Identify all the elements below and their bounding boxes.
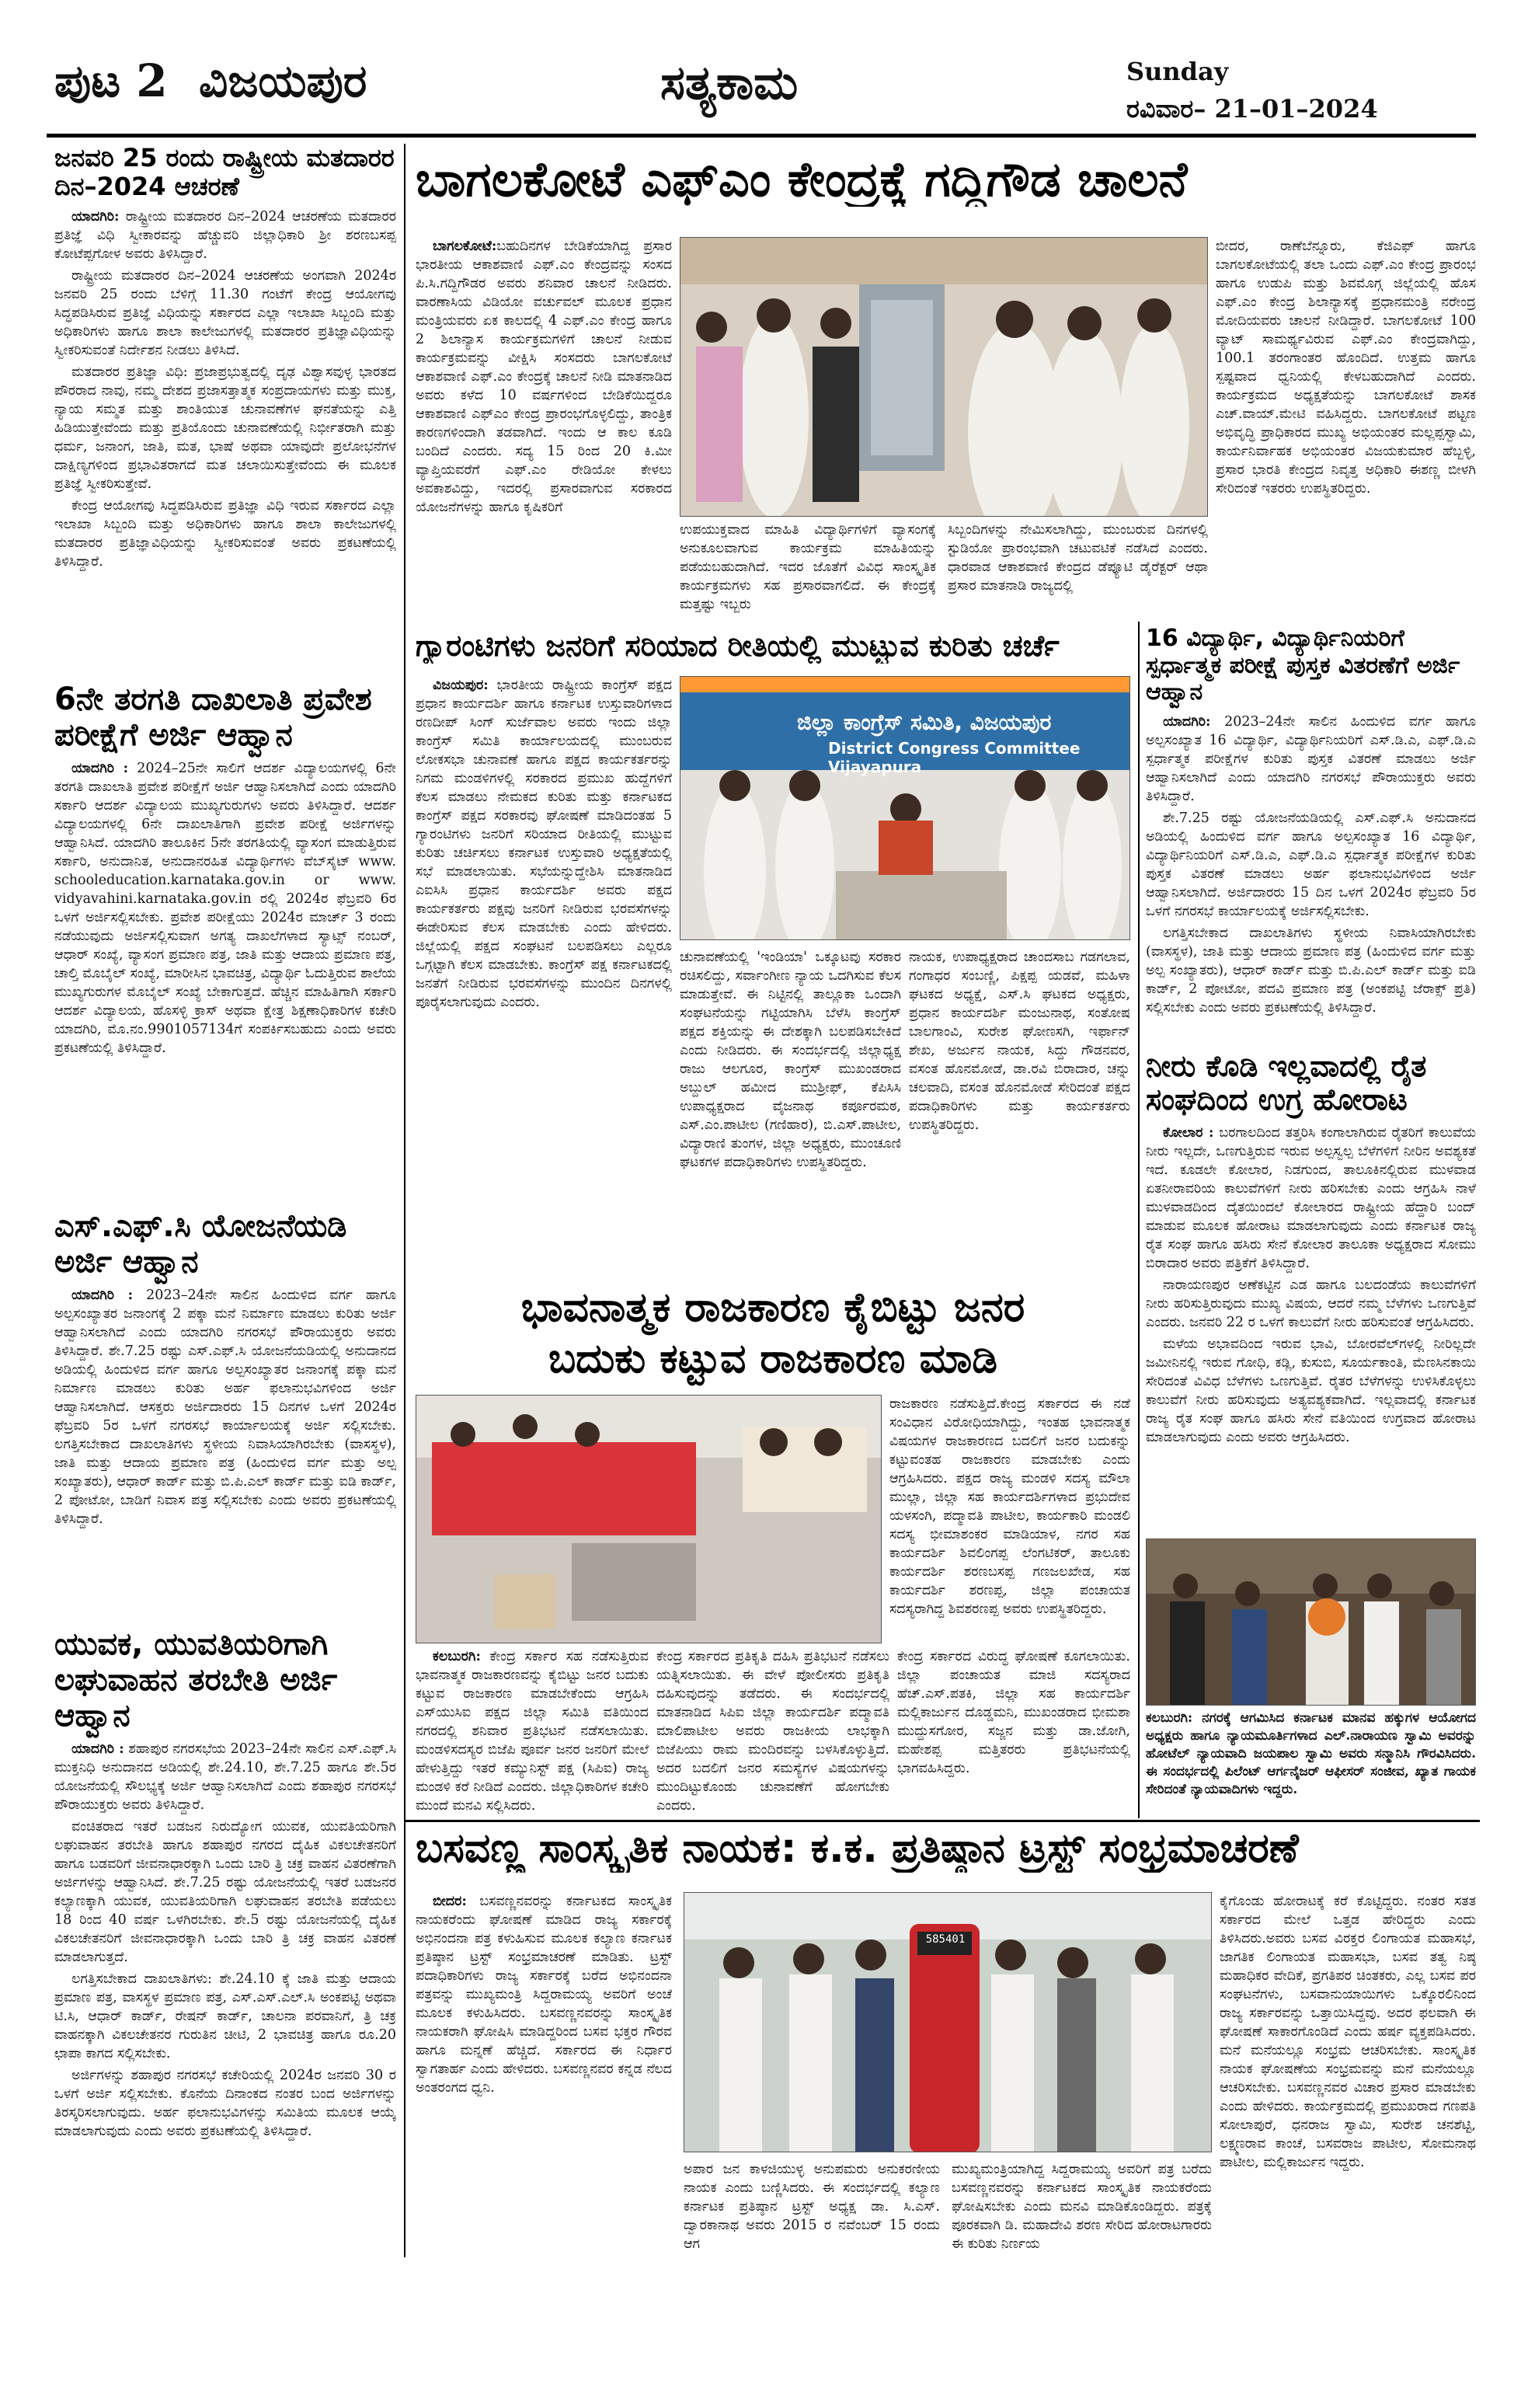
left-column [54,144,396,2408]
article-body: ಕೈಗೊಂಡು ಹೋರಾಟಕ್ಕೆ ಕರೆ ಕೊಟ್ಟಿದ್ದರು. ನಂತರ ಸತತ ಸರ್ಕಾರದ ಮೇಲೆ ಒತ್ತಡ ಹೇರಿದ್ದರು ಎಂದು ತಿಳಿಸಿದರು.ಅವರು ಬಸವ ವಿರಕ್ತರ ಲಿಂಗಾಯತ ಮಹಾಸಭೆ, ಜಾಗತಿಕ ಲಿಂಗಾಯತ ಮಹಾಸಭಾ, ಬಸವ ತತ್ವ ನಿಷ್ಠ ಮಹಾಧಿಕರ ವೇದಿಕೆ, ಪ್ರಗತಿಪರ ಚಿಂತಕರು, ಎಲ್ಲ ಬಸವ ಪರ ಸಂಘಟನೆಗಳು, ಬಸವಾನುಯಾಯಿಗಳು ಒಕ್ಕೊರಲಿನಿಂದ ರಾಜ್ಯ ಸರ್ಕಾರವನ್ನು ಒತ್ತಾಯಿಸಿದ್ದವು. ಅದರ ಫಲವಾಗಿ ಈ ಘೋಷಣೆ ಸಾಕಾರಗೊಂಡಿದೆ ಎಂದು ಹರ್ಷ ವ್ಯಕ್ತಪಡಿಸಿದರು. ಮನೆ ಮನೆಯಲ್ಲೂ ಸಂಭ್ರಮ ಆಚರಿಸಬೇಕು. ಸಾಂಸ್ಕೃತಿಕ ನಾಯಕ ಘೋಷಣೆಯ ಸಂಭ್ರಮವನ್ನು ಮನೆ ಮನೆಯಲ್ಲೂ ಆಚರಿಸಬೇಕು. ಬಸವಣ್ಣನವರ ವಿಚಾರ ಪ್ರಸಾರ ಮಾಡಬೇಕು ಎಂದು ಹೇಳಿದರು. ಕಾರ್ಯಕ್ರಮದಲ್ಲಿ ಪ್ರಮುಖರಾದ ಗಣಪತಿ ಸೋಲಾಪುರೆ, ಧನರಾಜ ಸ್ವಾಮಿ, ಸುರೇಶ ಚನಶೆಟ್ಟಿ, ಲಕ್ಷ್ಮಣರಾವ ಕಾಂಚೆ, ಬಸವರಾಜ ಪಾಟೀಲ, ಸೋಮನಾಥ ಪಾಟೀಲ, ಮಲ್ಲಿಕಾರ್ಜುನ ಇದ್ದರು. [1220,1894,1476,2170]
section-rule [404,1820,1480,1822]
article-body: ಸಿಬ್ಬಂದಿಗಳನ್ನು ನೇಮಿಸಲಾಗಿದ್ದು, ಮುಂಬರುವ ದಿನಗಳಲ್ಲಿ ಸ್ಟುಡಿಯೋ ಪ್ರಾರಂಭವಾಗಿ ಚಟುವಟಿಕೆ ನಡೆಸಿದೆ ಎಂದರು. ಧಾರವಾಡ ಆಕಾಶವಾಣಿ ಕೇಂದ್ರದ ಡೆಪ್ಯೂಟಿ ಡೈರೆಕ್ಟರ್ ಆಥಾ ಪ್ರಸಾರ ಮಾತನಾಡಿ ರಾಜ್ಯದಲ್ಲಿ [948,522,1208,594]
photo-illustration [416,1396,882,1643]
article-body: ಯಾದಗಿರಿ : 2023–24ನೇ ಸಾಲಿನ ಹಿಂದುಳಿದ ವರ್ಗ ಹಾಗೂ ಅಲ್ಪಸಂಖ್ಯಾತರ ಜನಾಂಗಕ್ಕೆ 2 ಪಕ್ಕಾ ಮನೆ ನಿರ್ಮಾಣ ಮಾಡಲು ಕುರಿತು ಅರ್ಜಿ ಆಹ್ವಾನಿಸಲಾಗಿದೆ ಎಂದು ಯಾದಗಿರಿ ನಗರಸಭೆ ಪೌರಾಯುಕ್ತರು ಅವರು ತಿಳಿಸಿದ್ದಾರೆ. ಶೇ.7.25 ರಷ್ಟು ಎಸ್.ಎಫ್.ಸಿ ಯೋಜನೆಯಡಿಯಲ್ಲಿ ಅನುದಾನದ ಅಡಿಯಲ್ಲಿ ಹಿಂದುಳಿದ ವರ್ಗ ಹಾಗೂ ಅಲ್ಪಸಂಖ್ಯಾತರ ಜನಾಂಗಕ್ಕೆ ಪಕ್ಕಾ ಮನೆ ನಿರ್ಮಾಣ ಮಾಡಲು ಕುರಿತು ಅರ್ಹ ಫಲಾನುಭವಿಗಳಿಂದ ಅರ್ಜಿ ಆಹ್ವಾನಿಸಲಾಗಿದೆ. ಆಸಕ್ತರು ಅರ್ಜಿದಾರರು 15 ದಿನಗಳ ಒಳಗೆ 2024ರ ಫೆಬ್ರವರಿ 5ರ ಒಳಗೆ ನಗರಸಭೆ ಕಾರ್ಯಾಲಯಕ್ಕೆ ಅರ್ಜಿ ಸಲ್ಲಿಸಬೇಕು. ಲಗತ್ತಿಸಬೇಕಾದ ದಾಖಲಾತಿಗಳು ಸ್ಥಳೀಯ ನಿವಾಸಿಯಾಗಿರಬೇಕು (ವಾಸಸ್ಥಳ), ಜಾತಿ ಮತ್ತು ಆದಾಯ ಪ್ರಮಾಣ ಪತ್ರ (ಹಿಂದುಳಿದ ವರ್ಗ ಮತ್ತು ಅಲ್ಪ ಸಂಖ್ಯಾತರು), ಆಧಾರ್ ಕಾರ್ಡ್ ಮತ್ತು ಬಿ.ಪಿ.ಎಲ್ ಕಾರ್ಡ್ ಮತ್ತು ಐಡಿ ಕಾರ್ಡ್, 2 ಪೋಟೋ, ಬಾಡಿಗೆ ನಿವಾಸ ಪತ್ರ ಸಲ್ಲಿಸಬೇಕು ಎಂದು ಅವರು ಪ್ರಕಟಣೆಯಲ್ಲಿ ತಿಳಿಸಿದ್ದಾರೆ. [54,1287,396,1527]
dateline: ಕಲಬುರಗಿ: [433,1649,481,1664]
dateline: ಬೀದರ: [433,1894,467,1909]
protest-photo [416,1395,882,1643]
dateline: ಯಾದಗಿರಿ : [71,1741,124,1757]
photo-illustration [680,238,1208,517]
banner-text: ಜಿಲ್ಲಾ ಕಾಂಗ್ರೆಸ್ ಸಮಿತಿ, ವಿಜಯಪುರ [797,709,1052,735]
article-title: ಜನವರಿ 25 ರಂದು ರಾಷ್ಟ್ರೀಯ ಮತದಾರರ ದಿನ–2024 ಆಚರಣೆ [54,143,395,201]
fm-inauguration-photo [680,237,1208,517]
article-body: ಕೇಂದ್ರ ಸರ್ಕಾರದ ಪ್ರತಿಕೃತಿ ದಹಿಸಿ ಪ್ರತಿಭಟನೆ ನಡೆಸಲು ಯತ್ನಿಸಲಾಯಿತು. ಈ ವೇಳೆ ಪೋಲೀಸರು ಪ್ರತಿಕೃತಿ ದಹಿಸುವುದನ್ನು ತಡೆದರು. ಈ ಸಂದರ್ಭದಲ್ಲಿ ಮಾತನಾಡಿದ ಸಿಪಿಐ ಜಿಲ್ಲಾ ಕಾರ್ಯದರ್ಶಿ ಪದ್ಮಾವತಿ ಮಾಲಿಪಾಟೀಲ ಅವರು ರಾಜಕೀಯ ಲಾಭಕ್ಕಾಗಿ ಬಿಜೆಪಿಯು ರಾಮ ಮಂದಿರವನ್ನು ಬಳಸಿಕೊಳ್ಳುತ್ತಿದೆ. ಅದರ ಬದಲಿಗೆ ಜನರ ಸಮಸ್ಯೆಗಳ ವಿಷಯಗಳನ್ನು ಮುಂದಿಟ್ಟುಕೊಂಡು ಚುನಾವಣೆಗೆ ಹೋಗಬೇಕು ಎಂದರು. [656,1649,889,1814]
felicitation-photo [1146,1539,1476,1706]
newspaper-name: ಸತ್ಯಕಾಮ [660,56,799,110]
dateline: ಯಾದಗಿರಿ: [71,208,120,225]
article-title: ಯುವಕ, ಯುವತಿಯರಿಗಾಗಿ ಲಘುವಾಹನ ತರಬೇತಿ ಅರ್ಜಿ ಆಹ್ವಾನ [54,1626,338,1734]
page-label: ಪುಟ 2 ವಿಜಯಪುರ [54,54,367,107]
lead-headline: ಬಾಗಲಕೋಟೆ ಎಫ್‌ಎಂ ಕೇಂದ್ರಕ್ಕೆ ಗದ್ದಿಗೌಡ ಚಾಲನೆ [416,152,1188,207]
article-body: ಬೀದರ, ರಾಣೆಬೆನ್ನೂರು, ಕೆಜಿಎಫ್ ಹಾಗೂ ಬಾಗಲಕೋಟೆಯಲ್ಲಿ ತಲಾ ಒಂದು ಎಫ್.ಎಂ ಕೇಂದ್ರ ಪ್ರಾರಂಭ ಹಾಗೂ ಉಡುಪಿ ಮತ್ತು ಶಿವಮೊಗ್ಗ ಜಿಲ್ಲೆಯಲ್ಲಿ ಹೊಸ ಎಫ್.ಎಂ ಕೇಂದ್ರ ಶಿಲಾನ್ಯಾಸಕ್ಕೆ ಪ್ರಧಾನಮಂತ್ರಿ ನರೇಂದ್ರ ಮೋದಿಯವರು ಚಾಲನೆ ನೀಡಿದ್ದಾರೆ. ಬಾಗಲಕೋಟೆ 100 ವ್ಯಾಟ್ ಸಾಮರ್ಥ್ಯವಿರುವ ಎಫ್.ಎಂ ಕೇಂದ್ರವಾಗಿದ್ದು, 100.1 ತರಂಗಾಂತರ ಹೊಂದಿದೆ. ಉತ್ತಮ ಹಾಗೂ ಸ್ಪಷ್ಟವಾದ ಧ್ವನಿಯಲ್ಲಿ ಕೇಳಬಹುದಾಗಿದೆ ಎಂದರು. ಕಾರ್ಯಕ್ರಮದ ಅಧ್ಯಕ್ಷತೆಯನ್ನು ಬಾಗಲಕೋಟೆ ಶಾಸಕ ಎಚ್.ವಾಯ್.ಮೇಟಿ ವಹಿಸಿದ್ದರು. ಬಾಗಲಕೋಟೆ ಪಟ್ಟಣ ಅಭಿವೃದ್ಧಿ ಪ್ರಾಧಿಕಾರದ ಮುಖ್ಯ ಅಭಿಯಂತರ ಮಲ್ಲಪ್ಪಸ್ವಾಮಿ, ಕಾರ್ಯನಿರ್ವಾಹಕ ಅಭಿಯಂತರ ವಿಜಯಕುಮಾರ ಹೆಬ್ಬಳ್ಳಿ, ಪ್ರಸಾರ ಭಾರತಿ ಕೇಂದ್ರದ ನಿವೃತ್ತ ಅಧಿಕಾರಿ ಈಶಣ್ಣ ಬೀಳಗಿ ಸೇರಿದಂತೆ ಇತರರು ಉಪಸ್ಥಿತರಿದ್ದರು. [1216,239,1476,497]
article-body: ಯಾದಗಿರಿ: ರಾಷ್ಟ್ರೀಯ ಮತದಾರರ ದಿನ–2024 ಆಚರಣೆಯ ಮತದಾರರ ಪ್ರತಿಜ್ಞೆ ವಿಧಿ ಸ್ವೀಕಾರವನ್ನು ಹೆಚ್ಚುವರಿ ಜಿಲ್ಲಾಧಿಕಾರಿ ಶ್ರೀ ಶರಣಬಸಪ್ಪ ಕೋಟೆಪ್ಪಗೋಳ ಅವರು ತಿಳಿಸಿದ್ದಾರೆ. ರಾಷ್ಟ್ರೀಯ ಮತದಾರರ ದಿನ–2024 ಆಚರಣೆಯ ಅಂಗವಾಗಿ 2024ರ ಜನವರಿ 25 ರಂದು ಬೆಳಿಗ್ಗೆ 11.30 ಗಂಟೆಗೆ ಕೇಂದ್ರ ಆಯೋಗವು ಸಿದ್ಧಪಡಿಸಿರುವ ಪ್ರತಿಜ್ಞೆ ವಿಧಿಯನ್ನು ಸರ್ಕಾರದ ಎಲ್ಲಾ ಇಲಾಖಾ ಸಿಬ್ಬಂದಿ ಮತ್ತು ಅಧಿಕಾರಿಗಳು ಹಾಗೂ ಶಾಲಾ ಕಾಲೇಜುಗಳಲ್ಲಿ ಮತದಾರರ ಪ್ರತಿಜ್ಞಾವಿಧಿಯನ್ನು ಸ್ವೀಕರಿಸುವಂತೆ ನಿರ್ದೇಶನ ನೀಡಲು ತಿಳಿಸಿದೆ. ಮತದಾರರ ಪ್ರತಿಜ್ಞಾ ವಿಧಿ: ಪ್ರಜಾಪ್ರಭುತ್ವದಲ್ಲಿ ದೃಢ ವಿಶ್ವಾಸವುಳ್ಳ ಭಾರತದ ಪೌರರಾದ ನಾವು, ನಮ್ಮ ದೇಶದ ಪ್ರಜಾಸತ್ತಾತ್ಮಕ ಸಂಪ್ರದಾಯಗಳು ಮತ್ತು ಮುಕ್ತ, ನ್ಯಾಯ ಸಮ್ಮತ ಮತ್ತು ಶಾಂತಿಯುತ ಚುನಾವಣೆಗಳ ಘನತೆಯನ್ನು ಎತ್ತಿ ಹಿಡಿಯುತ್ತೇವೆಂದು ಮತ್ತು ಪ್ರತಿಯೊಂದು ಚುನಾವಣೆಯಲ್ಲಿ ನಿರ್ಭೀತರಾಗಿ ಮತ್ತು ಧರ್ಮ, ಜನಾಂಗ, ಜಾತಿ, ಮತ, ಭಾಷೆ ಅಥವಾ ಯಾವುದೇ ಪ್ರಲೋಭನೆಗಳ ದಾಕ್ಷಿಣ್ಯಗಳಿಂದ ಪ್ರಭಾವಿತರಾಗದೆ ಮತ ಚಲಾಯಿಸುತ್ತೇವೆಂದು ಈ ಮೂಲಕ ಪ್ರತಿಜ್ಞೆ ಸ್ವೀಕರಿಸುತ್ತೇವೆ. ಕೇಂದ್ರ ಆಯೋಗವು ಸಿದ್ಧಪಡಿಸಿರುವ ಪ್ರತಿಜ್ಞಾ ವಿಧಿ ಇರುವ ಸರ್ಕಾರದ ಎಲ್ಲಾ ಇಲಾಖಾ ಸಿಬ್ಬಂದಿ ಮತ್ತು ಅಧಿಕಾರಿಗಳು ಹಾಗೂ ಶಾಲಾ ಕಾಲೇಜುಗಳಲ್ಲಿ ಮತದಾರರ ಪ್ರತಿಜ್ಞಾವಿಧಿಯನ್ನು ಸ್ವೀಕರಿಸುವಂತೆ ಅವರು ಪ್ರಕಟಣೆಯಲ್ಲಿ ತಿಳಿಸಿದ್ದಾರೆ. [54,208,396,570]
dateline: ಯಾದಗಿರಿ : [71,760,129,776]
photo-illustration [1147,1539,1476,1706]
article-body: ಯಾದಗಿರಿ: 2023–24ನೇ ಸಾಲಿನ ಹಿಂದುಳಿದ ವರ್ಗ ಹಾಗೂ ಅಲ್ಪಸಂಖ್ಯಾತ 16 ವಿದ್ಯಾರ್ಥಿ, ವಿದ್ಯಾರ್ಥಿನಿಯರಿಗೆ ಎಸ್.ಡಿ.ಎ, ಎಫ್.ಡಿ.ಎ ಸ್ಪರ್ಧಾತ್ಮಕ ಪರೀಕ್ಷೆಗಳ ಕುರಿತು ಪುಸ್ತಕ ವಿತರಣೆ ಮಾಡಲು ಅರ್ಜಿ ಆಹ್ವಾನಿಸಲಾಗಿದೆ ಎಂದು ಯಾದಗಿರಿ ನಗರಸಭೆ ಪೌರಾಯುಕ್ತರು ಅವರು ತಿಳಿಸಿದ್ದಾರೆ. ಶೇ.7.25 ರಷ್ಟು ಯೋಜನೆಯಡಿಯಲ್ಲಿ ಎಸ್.ಎಫ್.ಸಿ ಅನುದಾನದ ಅಡಿಯಲ್ಲಿ ಹಿಂದುಳಿದ ವರ್ಗ ಹಾಗೂ ಅಲ್ಪಸಂಖ್ಯಾತ 16 ವಿದ್ಯಾರ್ಥಿ, ವಿದ್ಯಾರ್ಥಿನಿಯರಿಗೆ ಎಸ್.ಡಿ.ಎ, ಎಫ್.ಡಿ.ಎ ಸ್ಪರ್ಧಾತ್ಮಕ ಪರೀಕ್ಷೆಗಳ ಕುರಿತು ಪುಸ್ತಕ ವಿತರಣೆ ಮಾಡಲು ಅರ್ಹ ಫಲಾನುಭವಿಗಳಿಂದ ಅರ್ಜಿ ಆಹ್ವಾನಿಸಲಾಗಿದೆ. ಅರ್ಜಿದಾರರು 15 ದಿನ ಒಳಗೆ 2024ರ ಫೆಬ್ರವರಿ 5ರ ಒಳಗೆ ನಗರಸಭೆ ಕಾರ್ಯಾಲಯಕ್ಕೆ ಅರ್ಜಿಸಲ್ಲಿಸಬೇಕು. ಲಗತ್ತಿಸಬೇಕಾದ ದಾಖಲಾತಿಗಳು ಸ್ಥಳೀಯ ನಿವಾಸಿಯಾಗಿರಬೇಕು (ವಾಸಸ್ಥಳ), ಜಾತಿ ಮತ್ತು ಆದಾಯ ಪ್ರಮಾಣ ಪತ್ರ (ಹಿಂದುಳಿದ ವರ್ಗ ಮತ್ತು ಅಲ್ಪ ಸಂಖ್ಯಾತರು), ಆಧಾರ್ ಕಾರ್ಡ್ ಮತ್ತು ಬಿ.ಪಿ.ಎಲ್ ಕಾರ್ಡ್ ಮತ್ತು ಐಡಿ ಕಾರ್ಡ್, 2 ಪೋಟೋ, ಪದವಿ ಪ್ರಮಾಣ ಪತ್ರ (ಅಂಕಪಟ್ಟಿ ಜೆರಾಕ್ಸ್ ಪ್ರತಿ) ಸಲ್ಲಿಸಬೇಕು ಎಂದು ಅವರು ಪ್ರಕಟಣೆಯಲ್ಲಿ ತಿಳಿಸಿದ್ದಾರೆ. [1146,713,1476,1016]
postbox-number: 585401 [925,1933,966,1946]
article-body: ಯಾದಗಿರಿ : 2024–25ನೇ ಸಾಲಿಗೆ ಆದರ್ಶ ವಿದ್ಯಾಲಯಗಳಲ್ಲಿ 6ನೇ ತರಗತಿ ದಾಖಲಾತಿ ಪ್ರವೇಶ ಪರೀಕ್ಷೆಗೆ ಅರ್ಜಿ ಆಹ್ವಾನಿಸಲಾಗಿದೆ ಎಂದು ಯಾದಗಿರಿ ಸರ್ಕಾರಿ ಆದರ್ಶ ವಿದ್ಯಾಲಯ ಮುಖ್ಯಗುರುಗಳು ಅವರು ತಿಳಿಸಿದ್ದಾರೆ. ಆದರ್ಶ ವಿದ್ಯಾಲಯಗಳಲ್ಲಿ 6ನೇ ದಾಖಲಾತಿಗಾಗಿ ಪ್ರವೇಶ ಪರೀಕ್ಷೆ ಅರ್ಜಿಗಳನ್ನು ಆಹ್ವಾನಿಸಿದೆ. ಯಾದಗಿರಿ ತಾಲೂಕಿನ 5ನೇ ತರಗತಿಯಲ್ಲಿ ವ್ಯಾಸಂಗ ಮಾಡುತ್ತಿರುವ ಸರ್ಕಾರಿ, ಅನುದಾನಿತ, ಅನುದಾನರಹಿತ ವಿದ್ಯಾರ್ಥಿಗಳು ವೆಬ್‌ಸೈಟ್ www. schooleducation.karnataka.gov.in or www. vidyavahini.karnataka.gov.in ರಲ್ಲಿ 2024ರ ಫೆಬ್ರವರಿ 6ರ ಒಳಗೆ ಅರ್ಜಿಸಲ್ಲಿಸಬೇಕು. ಪ್ರವೇಶ ಪರೀಕ್ಷೆಯು 2024ರ ಮಾರ್ಚ್ 3 ರಂದು ನಡೆಯುವುದು ಅರ್ಜಿಸಲ್ಲಿಸುವಾಗ ಅಗತ್ಯ ದಾಖಲೆಗಳಾದ ಸ್ಯಾಟ್ಸ್ ನಂಬರ್, ಆಧಾರ್ ಸಂಖ್ಯೆ, ವ್ಯಾಸಂಗ ಪ್ರಮಾಣ ಪತ್ರ, ಜಾತಿ ಮತ್ತು ಆದಾಯ ಪ್ರಮಾಣ ಪತ್ರ, ಚಾಲ್ತಿ ಮೊಬೈಲ್ ಸಂಖ್ಯೆ, ಮಾರೀಸಿನ ಭಾವಚಿತ್ರ, ವಿದ್ಯಾರ್ಥಿ ಓದುತ್ತಿರುವ ಶಾಲೆಯ ಮುಖ್ಯಗುರುಗಳ ಮೊಬೈಲ್ ಸಂಖ್ಯೆ ಬೇಕಾಗುತ್ತದೆ. ಹೆಚ್ಚಿನ ಮಾಹಿತಿಗಾಗಿ ಸರ್ಕಾರಿ ಆದರ್ಶ ವಿದ್ಯಾಲಯ, ಹೊಸಳ್ಳಿ ಕ್ರಾಸ್ ಅಥವಾ ಕ್ಷೇತ್ರ ಶಿಕ್ಷಣಾಧಿಕಾರಿಗಳ ಕಚೇರಿ ಯಾದಗಿರಿ, ಮೊ.ನಂ.9901057134ಗೆ ಸಂಪರ್ಕಿಸಬಹುದು ಎಂದು ಅವರು ಪ್ರಕಟಣೆಯಲ್ಲಿ ತಿಳಿಸಿದ್ದಾರೆ. [54,760,396,1056]
masthead-rule [47,134,1476,138]
right-column [1146,626,1476,1528]
issue-date [1126,53,1378,127]
article-title: ಗ್ಯಾರಂಟಿಗಳು ಜನರಿಗೆ ಸರಿಯಾದ ರೀತಿಯಲ್ಲಿ ಮುಟ್ಟುವ ಕುರಿತು ಚರ್ಚೆ [416,629,1060,663]
article-body: ರಾಜಕಾರಣ ನಡೆಸುತ್ತಿದೆ.ಕೇಂದ್ರ ಸರ್ಕಾರದ ಈ ನಡೆ ಸಂವಿಧಾನ ವಿರೋಧಿಯಾಗಿದ್ದು, ಇಂತಹ ಭಾವನಾತ್ಮಕ ವಿಷಯಗಳ ರಾಜಕಾರಣದ ಬದಲಿಗೆ ಜನರ ಬದುಕನ್ನು ಕಟ್ಟುವಂತಹ ರಾಜಕಾರಣ ಮಾಡಬೇಕು ಎಂದು ಆಗ್ರಹಿಸಿದರು. ಪಕ್ಷದ ರಾಜ್ಯ ಮಂಡಳಿ ಸದಸ್ಯ ಮೌಲಾ ಮುಲ್ಲಾ, ಜಿಲ್ಲಾ ಸಹ ಕಾರ್ಯದರ್ಶಿಗಳಾದ ಪ್ರಭುದೇವ ಯಳಸಂಗಿ, ಪದ್ಮಾವತಿ ಪಾಟೀಲ, ಕಾರ್ಯಕಾರಿ ಮಂಡಲಿ ಸದಸ್ಯ ಭೀಮಾಶಂಕರ ಮಾಡಿಯಾಳ, ನಗರ ಸಹ ಕಾರ್ಯದರ್ಶಿ ಶಿವಲಿಂಗಪ್ಪ ಲೆಂಗಟಿಕರ್, ತಾಲೂಕು ಕಾರ್ಯದರ್ಶಿ ಶರಣಬಸಪ್ಪ ಗಣಜಲಖೇಡ, ಸಹ ಕಾರ್ಯದರ್ಶಿ ಶರಣಪ್ಪ, ಜಿಲ್ಲಾ ಪಂಚಾಯತ ಸದಸ್ಯರಾಗಿದ್ದ ಶಿವಶರಣಪ್ಪ ಅವರು ಉಪಸ್ಥಿತರಿದ್ದರು. [889,1396,1130,1617]
column-divider [404,144,405,2257]
article-body: ಚುನಾವಣೆಯಲ್ಲಿ 'ಇಂಡಿಯಾ' ಒಕ್ಕೂಟವು ಸರಕಾರ ರಚಿಸಲಿದ್ದು, ಸರ್ವಾಂಗೀಣ ನ್ಯಾಯ ಒದಗಿಸುವ ಕೆಲಸ ಮಾಡುತ್ತೇವೆ. ಈ ನಿಟ್ಟಿನಲ್ಲಿ ತಾಲ್ಲೂಕಾ ಒಂದಾಗಿ ಸಂಘಟನೆಯನ್ನು ಗಟ್ಟಿಯಾಗಿಸಿ ಬೆಳೆಸಿ ಕಾಂಗ್ರೆಸ್ ಪಕ್ಷದ ಶಕ್ತಿಯನ್ನು ಈ ದೇಶಕ್ಕಾಗಿ ಬಲಪಡಿಸಬೇಕಿದೆ ಎಂದು ನೀಡಿದರು. ಈ ಸಂದರ್ಭದಲ್ಲಿ ಜಿಲ್ಲಾಧ್ಯಕ್ಷ ರಾಜು ಆಲಗೂರ, ಕಾಂಗ್ರೆಸ್ ಮುಖಂಡರಾದ ಅಬ್ದುಲ್ ಹಮೀದ ಮುಶ್ರೀಫ್, ಕೆಪಿಸಿಸಿ ಉಪಾಧ್ಯಕ್ಷರಾದ ವೈಜನಾಥ ಕರ್ಪೂರಮಠ, ಎಸ್.ಎಂ.ಪಾಟೀಲ (ಗಣಿಹಾರ), ಬಿ.ಎಸ್.ಪಾಟೀಲ, ವಿದ್ಯಾರಾಣಿ ತುಂಗಳ, ಜಿಲ್ಲಾ ಅಧ್ಯಕ್ಷರು, ಮುಂಚೂಣಿ ಘಟಕಗಳ ಪದಾಧಿಕಾರಿಗಳು ಉಪಸ್ಥಿತರಿದ್ದರು. [680,950,901,1170]
website-link[interactable]: www. schooleducation.karnataka.gov.in or www. vidyavahini.karnataka.gov.in [54,853,396,907]
article-body: ನಾಯಕ, ಉಪಾಧ್ಯಕ್ಷರಾದ ಚಾಂದಸಾಬ ಗಡಗಲಾವ, ಗಂಗಾಧರ ಸಂಬಣ್ಣಿ, ಪಿಕ್ಷಪ್ಪ ಯಡವೆ, ಮಹಿಳಾ ಘಟಕದ ಅಧ್ಯಕ್ಷೆ, ಎಸ್.ಸಿ ಘಟಕದ ಅಧ್ಯಕ್ಷರು, ಪ್ರಧಾನ ಕಾರ್ಯದರ್ಶಿ ಮಂಜುನಾಥ, ಸಂತೋಷ ಬಾಲಗಾಂವಿ, ಸುರೇಶ ಘೋಣಸಗಿ, ಇರ್ಫಾನ್ ಶೇಖ, ಅರ್ಜುನ ನಾಯಕ, ಸಿದ್ದು ಗೌಡನವರ, ವಸಂತ ಹೊನಮೋಡೆ, ಡಾ.ರವಿ ಬಿರಾದಾರ, ಚನ್ನು ಚಲವಾದಿ, ವಸಂತ ಹೊನಮೋಡೆ ಸೇರಿದಂತೆ ಪಕ್ಷದ ಪದಾಧಿಕಾರಿಗಳು ಮತ್ತು ಕಾರ್ಯಕರ್ತರು ಉಪಸ್ಥಿತರಿದ್ದರು. [909,950,1130,1133]
article-body: ಅಪಾರ ಜನ ಕಾಳಜಿಯುಳ್ಳ ಅನುಪಮರು ಅನುಕರಣೀಯ ನಾಯಕ ಎಂದು ಬಣ್ಣಿಸಿದರು. ಈ ಸಂದರ್ಭದಲ್ಲಿ ಕಲ್ಯಾಣ ಕರ್ನಾಟಕ ಪ್ರತಿಷ್ಠಾನ ಟ್ರಸ್ಟ್ ಅಧ್ಯಕ್ಷ ಡಾ. ಸಿ.ಎಸ್. ದ್ವಾರಕಾನಾಥ ಅವರು 2015 ರ ನವೆಂಬರ್ 15 ರಂದು ಆಗ [684,2162,940,2252]
date-kannada: ರವಿವಾರ– 21–01–2024 [1126,94,1378,124]
banner-text-english: District Congress Committee Vijayapura [828,739,1081,776]
article-body: ಮುಖ್ಯಮಂತ್ರಿಯಾಗಿದ್ದ ಸಿದ್ದರಾಮಯ್ಯ ಅವರಿಗೆ ಪತ್ರ ಬರೆದು ಬಸವಣ್ಣನವರನ್ನು ಕರ್ನಾಟಕದ ಸಾಂಸ್ಕೃತಿಕ ನಾಯಕರೆಂದು ಘೋಷಿಸಬೇಕು ಎಂದು ಮನವಿ ಮಾಡಿಕೊಂಡಿದ್ದರು. ಪತ್ರಕ್ಕೆ ಪೂರಕವಾಗಿ ಡಿ. ಮಹಾದೇವಿ ಶರಣ ಸೇರಿದ ಹೋರಾಟಗಾರರು ಈ ಕುರಿತು ನಿರ್ಣಯ [952,2162,1212,2252]
article-title: 16 ವಿದ್ಯಾರ್ಥಿ, ವಿದ್ಯಾರ್ಥಿನಿಯರಿಗೆ ಸ್ಪರ್ಧಾತ್ಮಕ ಪರೀಕ್ಷೆ ಪುಸ್ತಕ ವಿತರಣೆಗೆ ಅರ್ಜಿ ಆಹ್ವಾನ [1146,625,1460,706]
article-body: ಬೀದರ: ಬಸವಣ್ಣನವರನ್ನು ಕರ್ನಾಟಕದ ಸಾಂಸ್ಕೃತಿಕ ನಾಯಕರೆಂದು ಘೋಷಣೆ ಮಾಡಿದ ರಾಜ್ಯ ಸರ್ಕಾರಕ್ಕೆ ಅಭಿನಂದನಾ ಪತ್ರ ಕಳುಹಿಸುವ ಮೂಲಕ ಕಲ್ಯಾಣ ಕರ್ನಾಟಕ ಪ್ರತಿಷ್ಠಾನ ಟ್ರಸ್ಟ್ ಸಂಭ್ರಮಾಚರಣೆ ಮಾಡಿತು. ಟ್ರಸ್ಟ್ ಪದಾಧಿಕಾರಿಗಳು ರಾಜ್ಯ ಸರ್ಕಾರಕ್ಕೆ ಬರೆದ ಅಭಿನಂದನಾ ಪತ್ರವನ್ನು ಮುಖ್ಯಮಂತ್ರಿ ಸಿದ್ದರಾಮಯ್ಯ ಅವರಿಗೆ ಅಂಚೆ ಮೂಲಕ ಕಳುಹಿಸಿದರು. ಬಸವಣ್ಣನವರನ್ನು ಸಾಂಸ್ಕೃತಿಕ ನಾಯಕರಾಗಿ ಘೋಷಿಸಿ ಮಾಡಿದ್ದರಿಂದ ಬಸವ ಭಕ್ತರ ಗೌರವ ಹಾಗೂ ಮನ್ನಣೆ ಹೆಚ್ಚಿದೆ. ಸರ್ಕಾರದ ಈ ನಿರ್ಧಾರ ಸ್ವಾಗತಾರ್ಹ ಎಂದು ಹೇಳಿದರು. ಬಸವಣ್ಣನವರ ಕನ್ನಡ ನೆಲದ ಅಂತರಂಗದ ಧ್ವನಿ. [416,1894,672,2096]
dateline: ಯಾದಗಿರಿ : [71,1287,134,1303]
article-body: ವಿಜಯಪುರ: ಭಾರತೀಯ ರಾಷ್ಟ್ರೀಯ ಕಾಂಗ್ರೆಸ್ ಪಕ್ಷದ ಪ್ರಧಾನ ಕಾರ್ಯದರ್ಶಿ ಹಾಗೂ ಕರ್ನಾಟಕ ಉಸ್ತುವಾರಿಗಳಾದ ರಣದೀಪ್ ಸಿಂಗ್ ಸುರ್ಜೆವಾಲ ಅವರು ಇಂದು ಜಿಲ್ಲಾ ಕಾಂಗ್ರೆಸ್ ಸಮಿತಿ ಕಾರ್ಯಾಲಯದಲ್ಲಿ ಮುಂಬರುವ ಲೋಕಸಭಾ ಚುನಾವಣೆ ಹಾಗೂ ಪಕ್ಷದ ಕಾರ್ಯಕರ್ತರನ್ನು ನಿಗಮ ಮಂಡಳಿಗಳಲ್ಲಿ ಸರಕಾರದ ಪ್ರಮುಖ ಹುದ್ದೆಗಳಿಗೆ ಕೆಲಸ ಮಾಡಲು ನೇಮಕದ ಕುರಿತು ಮತ್ತು ಕರ್ನಾಟಕದ ಕಾಂಗ್ರೆಸ್ ಪಕ್ಷದ ಸರಕಾರವು ಘೋಷಣೆ ಮಾಡಿದಂತಹ 5 ಗ್ಯಾರಂಟಿಗಳು ಜನರಿಗೆ ಸರಿಯಾದ ರೀತಿಯಲ್ಲಿ ಮುಟ್ಟುವ ಕುರಿತು ಚರ್ಚಿಸಲು ಕರ್ನಾಟಕ ಉಸ್ತುವಾರಿ ಅಧ್ಯಕ್ಷತೆಯಲ್ಲಿ ಸಭೆ ಮಾಡಲಾಯಿತು. ಸಭೆಯನ್ನುದ್ದೇಶಿಸಿ ಮಾತನಾಡಿದ ಎಐಸಿಸಿ ಪ್ರಧಾನ ಕಾರ್ಯದರ್ಶಿ ಅವರು ಪಕ್ಷದ ಕಾರ್ಯಕರ್ತರು ಪಕ್ಷವು ಜನರಿಗೆ ನೀಡಿರುವ ಭರವಸೆಗಳನ್ನು ಈಡೇರಿಸುವ ಕೆಲಸ ಮಾಡಬೇಕು ಎಂದು ಹೇಳಿದರು. ಜಿಲ್ಲೆಯಲ್ಲಿ ಪಕ್ಷದ ಸಂಘಟನೆ ಬಲಪಡಿಸಲು ಎಲ್ಲರೂ ಒಗ್ಗಟ್ಟಾಗಿ ಕೆಲಸ ಮಾಡಬೇಕು. ಕಾಂಗ್ರೆಸ್ ಪಕ್ಷ ಕರ್ನಾಟಕದಲ್ಲಿ ಜನತೆಗೆ ನೀಡಿರುವ ಭರವಸೆಗಳನ್ನು ಮುಂದಿನ ದಿನಗಳಲ್ಲಿ ಪೂರೈಸಲಾಗುವುದು ಎಂದರು. [416,678,672,1010]
article-body: ಬಾಗಲಕೋಟೆ:ಬಹುದಿನಗಳ ಬೇಡಿಕೆಯಾಗಿದ್ದ ಪ್ರಸಾರ ಭಾರತೀಯ ಆಕಾಶವಾಣಿ ಎಫ್.ಎಂ ಕೇಂದ್ರವನ್ನು ಸಂಸದ ಪಿ.ಸಿ.ಗದ್ದಿಗೌಡರ ಅವರು ಶನಿವಾರ ಚಾಲನೆ ನೀಡಿದರು. ವಾರಣಾಸಿಯ ವಿಡಿಯೋ ವರ್ಚುವಲ್ ಮೂಲಕ ಪ್ರಧಾನ ಮಂತ್ರಿಯವರು ಏಕ ಕಾಲದಲ್ಲಿ 4 ಎಫ್.ಎಂ ಕೇಂದ್ರ ಹಾಗೂ 2 ಶಿಲಾನ್ಯಾಸ ಕಾರ್ಯಕ್ರಮಗಳಿಗೆ ಚಾಲನೆ ನೀಡುವ ಕಾರ್ಯಕ್ರಮವನ್ನು ವೀಕ್ಷಿಸಿ ಸಂಸದರು ಬಾಗಲಕೋಟೆ ಆಕಾಶವಾಣಿ ಎಫ್.ಎಂ ಕೇಂದ್ರಕ್ಕೆ ಚಾಲನೆ ನೀಡಿ ಮಾತನಾಡಿದ ಅವರು ಕಳೆದ 10 ವರ್ಷಗಳಿಂದ ಬೇಡಿಕೆಯಿದ್ದರೂ ಆಕಾಶವಾಣಿ ಎಫ್‌ಎಂ ಕೇಂದ್ರ ಪ್ರಾರಂಭಗೊಳ್ಳಲಿದ್ದು, ತಾಂತ್ರಿಕ ಕಾರಣಗಳಿಂದಾಗಿ ತಡವಾಗಿದೆ. ಇಂದು ಆ ಕಾಲ ಕೂಡಿ ಬಂದಿದೆ ಎಂದರು. ಸದ್ಯ 15 ರಿಂದ 20 ಕಿ.ಮೀ ವ್ಯಾಪ್ತಿಯವರೆಗೆ ಎಫ್.ಎಂ ರೇಡಿಯೋ ಕೇಳಲು ಅವಕಾಶವಿದ್ದು, ಇದರಲ್ಲಿ ಪ್ರಸಾರವಾಗುವ ಸರಕಾರದ ಯೋಜನೆಗಳನ್ನು ಹಾಗೂ ಕೃಷಿಕರಿಗೆ [416,239,672,515]
article-title: ನೀರು ಕೊಡಿ ಇಲ್ಲವಾದಲ್ಲಿ ರೈತ ಸಂಘದಿಂದ ಉಗ್ರ ಹೋರಾಟ [1146,1048,1427,1117]
edition-name: ವಿಜಯಪುರ [199,54,367,107]
photo-illustration [684,1893,1212,2152]
article-title: ಭಾವನಾತ್ಮಕ ರಾಜಕಾರಣ ಕೈಬಿಟ್ಟು ಜನರ ಬದುಕು ಕಟ್ಟುವ ರಾಜಕಾರಣ ಮಾಡಿ [520,1284,1025,1382]
dateline: ಬಾಗಲಕೋಟೆ: [433,239,497,254]
postbox-photo [684,1892,1212,2152]
photo-caption: ಕಲಬುರಗಿ: ನಗರಕ್ಕೆ ಆಗಮಿಸಿದ ಕರ್ನಾಟಕ ಮಾನವ ಹಕ್ಕುಗಳ ಆಯೋಗದ ಅಧ್ಯಕ್ಷರು ಹಾಗೂ ನ್ಯಾಯಮೂರ್ತಿಗಳಾದ ಎಲ್.ನಾರಾಯಣ ಸ್ವಾಮಿ ಅವರನ್ನು ಹೋಟೆಲ್ ನ್ಯಾಯವಾದಿ ಜಯಪಾಲ ಸ್ವಾಮಿ ಅವರು ಸನ್ಮಾನಿಸಿ ಗೌರವಿಸಿದರು. ಈ ಸಂದರ್ಭದಲ್ಲಿ ಪಿಲೆಂಟ್ ಆರ್ಗನೈಜರ್ ಆಫೀಸರ್ ಸಂಜೀವ, ಖ್ಯಾತ ಗಾಯಕ ಸೇರಿದಂತೆ ನ್ಯಾಯವಾದಿಗಳು ಇದ್ದರು. [1146,1710,1476,1797]
dateline: ಕಲಬುರಗಿ: [1146,1710,1193,1726]
congress-meeting-photo [680,676,1130,940]
article-body: ಕೇಂದ್ರ ಸರ್ಕಾರದ ವಿರುದ್ಧ ಘೋಷಣೆ ಕೂಗಲಾಯಿತು. ಜಿಲ್ಲಾ ಪಂಚಾಯತ ಮಾಜಿ ಸದಸ್ಯರಾದ ಹೆಚ್.ಎಸ್.ಪತಕಿ, ಜಿಲ್ಲಾ ಸಹ ಕಾರ್ಯದರ್ಶಿ ಮಲ್ಲಿಕಾರ್ಜುನ ದೊಡ್ಡಮನಿ, ಮುಖಂಡರಾದ ಭೀಮಶಾ ಮುದ್ದುಸಗೋರ, ಸಜ್ಜನ ಮತ್ತು ಡಾ.ಜೋಗಿ, ಮಹೇಶಪ್ಪ ಮತ್ತಿತರರು ಪ್ರತಿಭಟನೆಯಲ್ಲಿ ಭಾಗವಹಿಸಿದ್ದರು. [897,1649,1130,1776]
article-body: ಕಲಬುರಗಿ: ಕೇಂದ್ರ ಸರ್ಕಾರ ಸಹ ನಡೆಸುತ್ತಿರುವ ಭಾವನಾತ್ಮಕ ರಾಜಕಾರಣವನ್ನು ಕೈಬಿಟ್ಟು ಜನರ ಬದುಕು ಕಟ್ಟುವ ರಾಜಕಾರಣ ಮಾಡಬೇಕೆಂದು ಆಗ್ರಹಿಸಿ ಎಸ್‌ಯುಸಿಐ ಪಕ್ಷದ ಜಿಲ್ಲಾ ಸಮಿತಿ ವತಿಯಿಂದ ನಗರದಲ್ಲಿ ಶನಿವಾರ ಪ್ರತಿಭಟನೆ ನಡೆಸಲಾಯಿತು. ಮಂಡಳಿಸದಸ್ಯರ ಬಿಜೆಪಿ ಪೂರ್ವ ಜನರ ಜನರಿಗೆ ಮೇಲೆ ಹೇಳುತ್ತಿದ್ದು ಇತರೆ ಕಮ್ಯುನಿಸ್ಟ್ ಪಕ್ಷ (ಸಿಪಿಐ) ರಾಜ್ಯ ಮಂಡಳಿ ಕರೆ ನೀಡಿದೆ ಎಂದರು. ಜಿಲ್ಲಾಧಿಕಾರಿಗಳ ಕಚೇರಿ ಮುಂದೆ ಮನವಿ ಸಲ್ಲಿಸಿದರು. [416,1649,649,1814]
article-title: ಎಸ್.ಎಫ್.ಸಿ ಯೋಜನೆಯಡಿ ಅರ್ಜಿ ಆಹ್ವಾನ [54,1207,347,1280]
dateline: ಯಾದಗಿರಿ: [1163,713,1211,730]
dateline: ಕೋಲಾರ : [1163,1124,1214,1141]
day-english: Sunday [1126,57,1229,86]
column-divider [1138,622,1140,1818]
dateline: ವಿಜಯಪುರ: [433,678,489,693]
article-body: ಕೋಲಾರ : ಬರಗಾಲದಿಂದ ತತ್ತರಿಸಿ ಕಂಗಾಲಾಗಿರುವ ರೈತರಿಗೆ ಕಾಲುವೆಯ ನೀರು ಇಲ್ಲದೇ, ಒಣಗುತ್ತಿರುವ ಇರುವ ಅಲ್ಪಸ್ವಲ್ಪ ಬೆಳೆಗಳಿಗೆ ನೀರಿನ ಅವಶ್ಯಕತೆ ಇದೆ. ಕೂಡಲೇ ಕೋಲಾರ, ನಿಡಗುಂದ, ತಾಲೂಕಿನಲ್ಲಿರುವ ಮುಳವಾಡ ಏತನೀರಾವರಿಯ ಕಾಲುವೆಗಳಿಗೆ ನೀರು ಹರಿಸಬೇಕು ಎಂದು ಆಗ್ರಹಿಸಿ ನಾಳೆ ಮುಳವಾಡದಿಂದ ದೈತಯಿಂದಲೆ ಕೋಲಾರದ ರಾಷ್ಟ್ರೀಯ ಹೆದ್ದಾರಿ ಬಂದ್ ಮಾಡುವ ಮೂಲಕ ಹೋರಾಟ ಮಾಡಲಾಗುವುದು ಎಂದು ಕರ್ನಾಟಕ ರಾಜ್ಯ ರೈತ ಸಂಘ ಹಾಗೂ ಹಸಿರು ಸೇನೆ ಕೋಲಾರ ತಾಲೂಕಾ ಅಧ್ಯಕ್ಷರಾದ ಸೋಮು ಬಿರಾದಾರ ಅವರು ಪತ್ರಿಕೆಗೆ ತಿಳಿಸಿದ್ದಾರೆ. ನಾರಾಯಣಪುರ ಅಣೆಕಟ್ಟಿನ ಎಡ ಹಾಗೂ ಬಲದಂಡೆಯ ಕಾಲುವೆಗಳಿಗೆ ನೀರು ಹರಿಸುತ್ತಿರುವುದು ಮುಖ್ಯ ವಿಷಯ, ಆದರೆ ನಮ್ಮ ಬೆಳೆಗಳು ಒಣಗುತ್ತಿವೆ ಎಂದರು. ಜನವರಿ 22 ರ ಒಳಗೆ ಕಾಲುವೆಗೆ ನೀರು ಹರಿಸುವಂತೆ ಆಗ್ರಹಿಸಿದರು. ಮಳೆಯ ಅಭಾವದಿಂದ ಇರುವ ಭಾವಿ, ಬೋರವೆಲ್‌ಗಳಲ್ಲಿ ನೀರಿಲ್ಲದೇ ಜಮೀನಿನಲ್ಲಿ ಇರುವ ಗೋಧಿ, ಕಡ್ಲಿ, ಕುಸುಬಿ, ಸೂರ್ಯಕಾಂತಿ, ಮೆಣಸಿನಕಾಯಿ ಸೇರಿದಂತೆ ವಿವಿಧ ಬೆಳೆಗಳು ಒಣಗುತ್ತಿವೆ. ರೈತರ ಬೆಳೆಗಳನ್ನು ಉಳಿಸಿಕೊಳ್ಳಲು ಕಾಲುವೆಗೆ ನೀರು ಹರಿಸುವುದು ಅತ್ಯವಶ್ಯಕವಾಗಿದೆ. ಇಲ್ಲವಾದಲ್ಲಿ ಕರ್ನಾಟಕ ರಾಜ್ಯ ರೈತ ಸಂಘ ಹಾಗೂ ಹಸಿರು ಸೇನೆ ವತಿಯಿಂದ ಉಗ್ರವಾದ ಹೋರಾಟ ಮಾಡಲಾಗುವುದು ಎಂದು ಅವರು ಆಗ್ರಹಿಸಿದರು. [1146,1124,1476,1445]
article-body: ಉಪಯುಕ್ತವಾದ ಮಾಹಿತಿ ವಿದ್ಯಾರ್ಥಿಗಳಿಗೆ ವ್ಯಾಸಂಗಕ್ಕೆ ಅನುಕೂಲವಾಗುವ ಕಾರ್ಯಕ್ರಮ ಮಾಹಿತಿಯನ್ನು ಪಡೆಯಬಹುದಾಗಿದೆ. ಇದರ ಜೊತೆಗೆ ವಿವಿಧ ಸಾಂಸ್ಕೃತಿಕ ಕಾರ್ಯಕ್ರಮಗಳು ಸಹ ಪ್ರಸಾರವಾಗಲಿದೆ. ಈ ಕೇಂದ್ರಕ್ಕೆ ಮತ್ತಷ್ಟು ಇಬ್ಬರು [680,522,936,612]
article-body: ಯಾದಗಿರಿ : ಶಹಾಪುರ ನಗರಸಭೆಯ 2023–24ನೇ ಸಾಲಿನ ಎಸ್.ಎಫ್.ಸಿ ಮುಕ್ತನಿಧಿ ಅನುದಾನದ ಅಡಿಯಲ್ಲಿ ಶೇ.24.10, ಶೇ.7.25 ಹಾಗೂ ಶೇ.5ರ ಯೋಜನೆಯಲ್ಲಿ ಸೌಲಭ್ಯಕ್ಕೆ ಅರ್ಜಿ ಆಹ್ವಾನಿಸಲಾಗಿದೆ ಎಂದು ಶಹಾಪುರ ನಗರಸಭೆ ಪೌರಾಯುಕ್ತರು ಅವರು ತಿಳಿಸಿದ್ದಾರೆ. ವಂಚಿತರಾದ ಇತರೆ ಬಡಜನ ನಿರುದ್ಯೋಗ ಯುವಕ, ಯುವತಿಯರಿಗಾಗಿ ಲಘುವಾಹನ ತರಬೇತಿ ಹಾಗೂ ಶಹಾಪುರ ನಗರದ ದೈಹಿಕ ವಿಕಲಚೇತನರಿಗೆ ಹಾಗೂ ಬಡವರಿಗೆ ಜೀವನಾಧಾರಕ್ಕಾಗಿ ಒಂದು ಬಾರಿ ತ್ರಿ ಚಕ್ರ ವಾಹನ ವಿತರಣೆಗಾಗಿ ಅರ್ಜಿಗಳನ್ನು ಆಹ್ವಾನಿಸಿದೆ. ಶೇ.7.25 ರಷ್ಟು ಯೋಜನೆಯಲ್ಲಿ ಇತರೆ ಬಡಜನರ ಕಲ್ಯಾಣಕ್ಕಾಗಿ ಯುವಕ, ಯುವತಿಯರಿಗಾಗಿ ಲಘುವಾಹನ ತರಬೇತಿ ಪಡೆಯಲು 18 ರಿಂದ 40 ವರ್ಷ ಒಳಗಿರಬೇಕು. ಶೇ.5 ರಷ್ಟು ಯೋಜನೆಯಲ್ಲಿ ದೈಹಿಕ ವಿಕಲಚೇತನರಿಗೆ ಜೀವನಾಧಾರಕ್ಕಾಗಿ ಒಂದು ಬಾರಿ ತ್ರಿ ಚಕ್ರ ವಾಹನ ವಿತರಣೆ ಮಾಡಲಾಗುತ್ತದೆ. ಲಗತ್ತಿಸಬೇಕಾದ ದಾಖಲಾತಿಗಳು: ಶೇ.24.10 ಕ್ಕೆ ಜಾತಿ ಮತ್ತು ಆದಾಯ ಪ್ರಮಾಣ ಪತ್ರ, ವಾಸಸ್ಥಳ ಪ್ರಮಾಣ ಪತ್ರ, ಎಸ್.ಎಸ್.ಎಲ್.ಸಿ ಅಂಕಪಟ್ಟಿ ಅಥವಾ ಟಿ.ಸಿ, ಆಧಾರ್ ಕಾರ್ಡ್, ರೇಷನ್ ಕಾರ್ಡ್, ಚಾಲನಾ ಪರವಾನಿಗೆ, ತ್ರಿ ಚಕ್ರ ವಾಹನಕ್ಕಾಗಿ ವಿಕಲಚೇತನರ ಗುರುತಿನ ಚೀಟಿ, 2 ಭಾವಚಿತ್ರ ಹಾಗೂ ರೂ.20 ಛಾಪಾ ಕಾಗದ ಸಲ್ಲಿಸಬೇಕು. ಅರ್ಜಿಗಳನ್ನು ಶಹಾಪುರ ನಗರಸಭೆ ಕಚೇರಿಯಲ್ಲಿ 2024ರ ಜನವರಿ 30 ರ ಒಳಗೆ ಅರ್ಜಿ ಸಲ್ಲಿಸಬೇಕು. ಕೊನೆಯ ದಿನಾಂಕದ ನಂತರ ಬಂದ ಅರ್ಜಿಗಳನ್ನು ತಿರಸ್ಕರಿಸಲಾಗುವುದು. ಅರ್ಹ ಫಲಾನುಭವಿಗಳನ್ನು ಸಮಿತಿಯ ಮೂಲಕ ಆಯ್ಕೆ ಮಾಡಲಾಗುವುದು ಎಂದು ಅವರು ಪ್ರಕಟಣೆಯಲ್ಲಿ ತಿಳಿಸಿದ್ದಾರೆ. [54,1741,396,2139]
article-title: ಬಸವಣ್ಣ ಸಾಂಸ್ಕೃತಿಕ ನಾಯಕ: ಕ.ಕ. ಪ್ರತಿಷ್ಠಾನ ಟ್ರಸ್ಟ್ ಸಂಭ್ರಮಾಚರಣೆ [416,1826,1299,1872]
article-title: 6ನೇ ತರಗತಿ ದಾಖಲಾತಿ ಪ್ರವೇಶ ಪರೀಕ್ಷೆಗೆ ಅರ್ಜಿ ಆಹ್ವಾನ [54,681,372,753]
